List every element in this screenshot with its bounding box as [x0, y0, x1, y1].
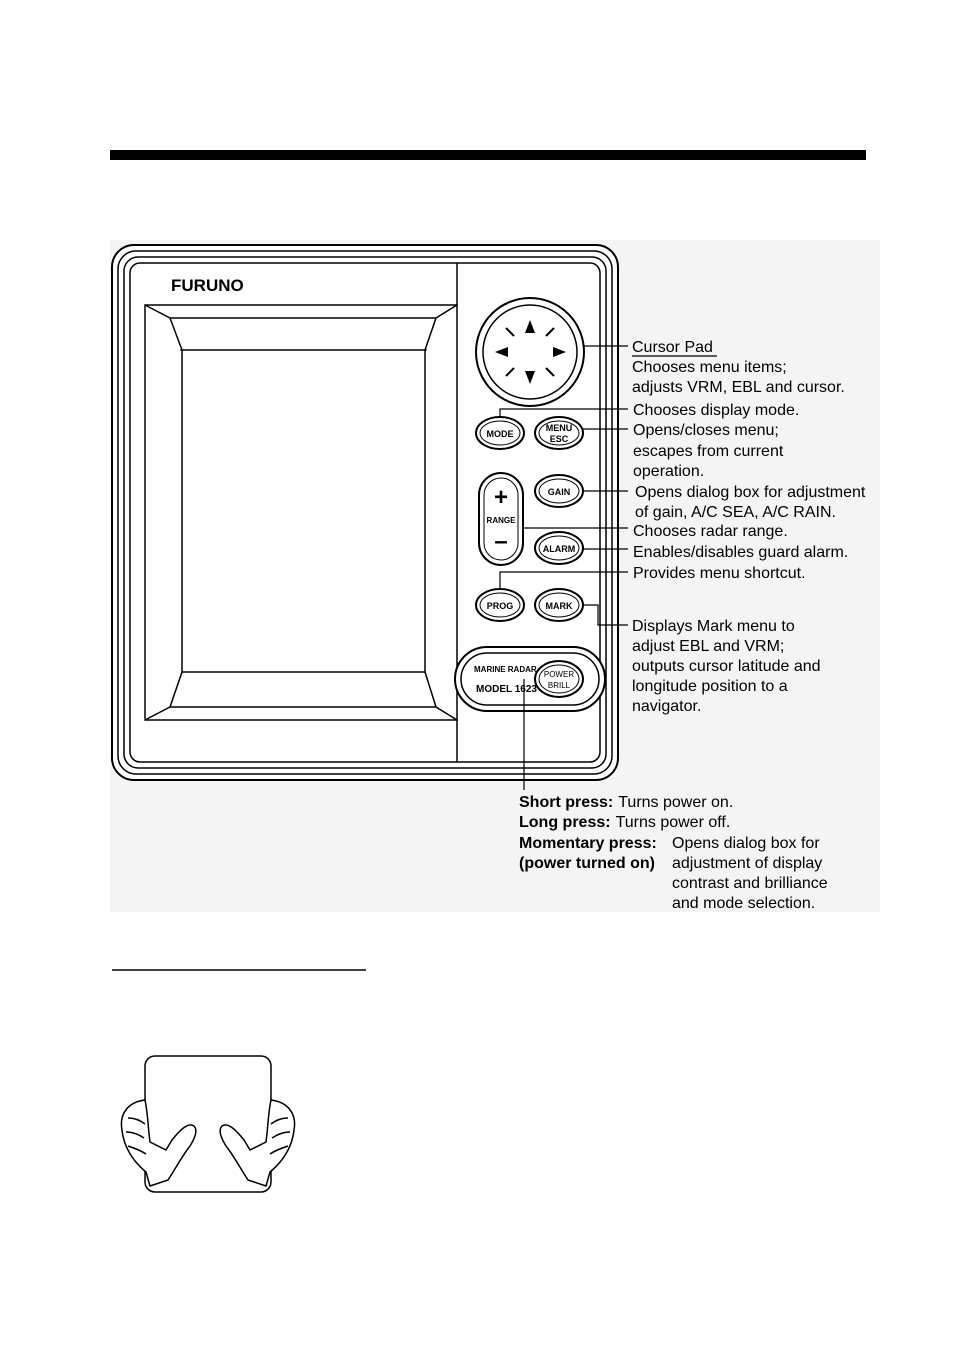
mark-button[interactable] [535, 589, 583, 621]
callout-mark-line2: adjust EBL and VRM; [632, 638, 785, 655]
callouts [632, 339, 866, 715]
esc-button-label: ESC [549, 434, 569, 444]
power-button-label: POWER [543, 670, 575, 679]
power-note-short: Short press: Turns power on. [519, 794, 734, 811]
callout-alarm: Enables/disables guard alarm. [633, 544, 849, 561]
menu-esc-button[interactable] [535, 417, 583, 449]
power-note-long: Long press: Turns power off. [519, 814, 731, 831]
power-notes [519, 794, 828, 912]
callout-menu-line3: operation. [633, 463, 705, 480]
callout-mark-line1: Displays Mark menu to [632, 618, 795, 635]
range-plus-icon[interactable]: + [493, 484, 509, 511]
callout-menu-line2: escapes from current [633, 443, 784, 460]
brill-button-label: BRILL [547, 681, 571, 690]
prog-button-label: PROG [486, 601, 514, 611]
heading-rule [110, 150, 866, 160]
power-note-momentary-line1: Opens dialog box for [672, 835, 820, 852]
menu-button-label: MENU [545, 423, 573, 433]
power-note-momentary-label2: (power turned on) [519, 855, 655, 872]
prog-button[interactable] [476, 589, 524, 621]
power-brill-button[interactable] [535, 661, 583, 697]
callout-gain-line1: Opens dialog box for adjustment [635, 484, 866, 501]
callout-range: Chooses radar range. [633, 523, 788, 540]
range-minus-icon[interactable]: – [494, 528, 508, 555]
model-badge-line2: MODEL 1623 [476, 684, 537, 695]
brand-logo: FURUNO [171, 276, 244, 295]
callout-prog: Provides menu shortcut. [633, 565, 806, 582]
power-note-momentary-line2: adjustment of display [672, 855, 823, 872]
callout-cursor-pad-line1: Chooses menu items; [632, 359, 787, 376]
power-note-momentary-label1: Momentary press: [519, 835, 657, 852]
callout-cursor-pad-line2: adjusts VRM, EBL and cursor. [632, 379, 845, 396]
gain-button-label: GAIN [547, 487, 571, 497]
callout-mark-line3: outputs cursor latitude and [632, 658, 821, 675]
mode-button[interactable] [476, 417, 524, 449]
mode-button-label: MODE [486, 429, 514, 439]
callout-mark-line4: longitude position to a [632, 678, 788, 695]
hands-holding-unit-illustration [121, 1056, 294, 1192]
alarm-button[interactable] [535, 532, 583, 564]
model-badge-line1: MARINE RADAR [474, 665, 537, 674]
callout-mode: Chooses display mode. [633, 402, 800, 419]
cursor-pad[interactable] [476, 298, 584, 406]
power-note-momentary-line4: and mode selection. [672, 895, 816, 912]
alarm-button-label: ALARM [542, 544, 576, 554]
lcd-screen [182, 350, 425, 672]
range-key[interactable] [479, 473, 523, 565]
callout-menu-line1: Opens/closes menu; [633, 422, 779, 439]
gain-button[interactable] [535, 475, 583, 507]
range-key-label: RANGE [486, 516, 516, 525]
power-note-momentary-line3: contrast and brilliance [672, 875, 828, 892]
callout-gain-line2: of gain, A/C SEA, A/C RAIN. [635, 504, 836, 521]
callout-mark-line5: navigator. [632, 698, 702, 715]
mark-button-label: MARK [545, 601, 573, 611]
callout-cursor-pad-title: Cursor Pad [632, 339, 713, 356]
